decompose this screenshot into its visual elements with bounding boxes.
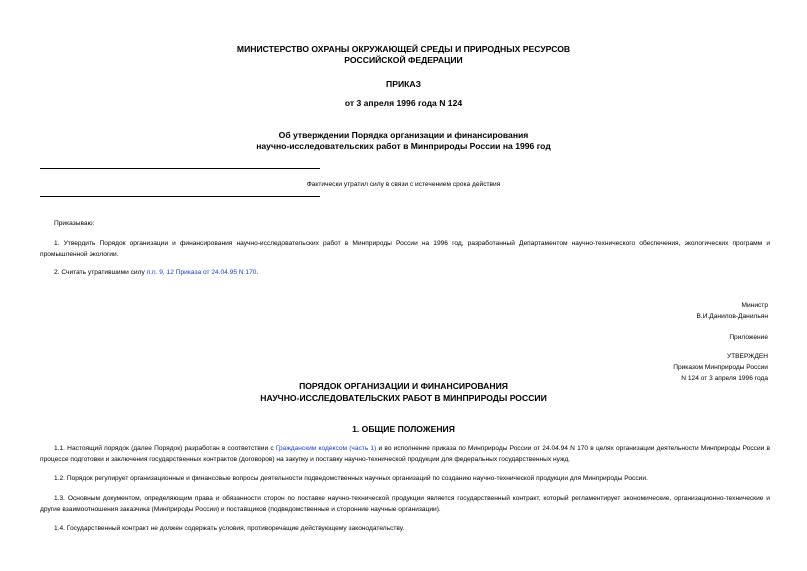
order-item-2-suffix: . <box>256 269 259 276</box>
paragraph-1-4: 1.4. Государственный контракт не должен содержать условия, противоречащие действующему законодательству. <box>54 525 405 532</box>
section-1-title: 1. ОБЩИЕ ПОЛОЖЕНИЯ <box>352 424 455 434</box>
ministry-name-line1: МИНИСТЕРСТВО ОХРАНЫ ОКРУЖАЮЩЕЙ СРЕДЫ И ПРИРОДНЫХ РЕСУРСОВ <box>236 44 571 54</box>
paragraph-1-1 <box>40 444 770 465</box>
status-note: Фактически утратил силу в связи с истечением срока действия <box>306 181 501 188</box>
order-word: Приказываю: <box>54 220 95 227</box>
appendix-label: Приложение <box>729 334 768 341</box>
signature-position: Министр <box>741 302 768 309</box>
order-item-2-link[interactable]: п.п. 9, 12 Приказа от 24.04.95 N 170 <box>146 269 257 276</box>
signature-name: В.И.Данилов-Данильян <box>696 313 768 320</box>
procedure-title-line1: ПОРЯДОК ОРГАНИЗАЦИИ И ФИНАНСИРОВАНИЯ <box>299 381 508 391</box>
document-date: от 3 апреля 1996 года N 124 <box>344 98 463 108</box>
paragraph-1-2: 1.2. Порядок регулирует организационные и финансовые вопросы деятельности подведомственных научных организаций по созданию научно-технической продукции для Минприроды России. <box>54 475 648 482</box>
approved-label: УТВЕРЖДЕН <box>726 353 768 360</box>
order-item-1: 1. Утвердить Порядок организации и финансирования научно-исследовательских работ в Минприроды России на 1996 год, разработанный Департаментом научно-технического обеспечения, экологических программ и промышленной экологии. <box>40 240 770 258</box>
approved-ref: N 124 от 3 апреля 1996 года <box>681 375 768 382</box>
paragraph-1-1-suffix: и во исполнение приказа по Минприроды России от 24.04.94 N 170 в целях организации деятельности Минприроды России в процессе подготовки и заключения государственных контрактов (договоров) на закупку и поставку научно-технической продукции для федеральных государственных нужд. <box>40 445 771 463</box>
order-item-2-prefix: 2. Считать утратившими силу <box>54 269 147 276</box>
approved-by: Приказом Минприроды России <box>673 364 768 371</box>
ministry-name-line2: РОССИЙСКОЙ ФЕДЕРАЦИИ <box>344 55 463 65</box>
document-title-line1: Об утверждении Порядка организации и финансирования <box>278 130 529 140</box>
divider-top <box>40 168 320 169</box>
document-title-line2: научно-исследовательских работ в Минприроды России на 1996 год <box>256 141 551 151</box>
paragraph-1-3: 1.3. Основным документом, определяющим права и обязанности сторон по поставке научно-технической продукции является государственный контракт, который регламентирует экономические, организационно-технические и другие взаимоотношения заказчика (Минприроды России) и поставщиков (подведомственные и сторонние научные организации). <box>40 495 770 513</box>
paragraph-1-1-prefix: 1.1. Настоящий порядок (далее Порядок) разработан в соответствии с <box>54 445 276 452</box>
procedure-title-line2: НАУЧНО-ИССЛЕДОВАТЕЛЬСКИХ РАБОТ В МИНПРИРОДЫ РОССИИ <box>260 393 547 403</box>
divider-bottom <box>40 196 320 197</box>
order-item-2 <box>40 268 770 279</box>
document-type: ПРИКАЗ <box>386 79 421 89</box>
civil-code-link[interactable]: Гражданским кодексом (часть 1) <box>275 445 377 452</box>
